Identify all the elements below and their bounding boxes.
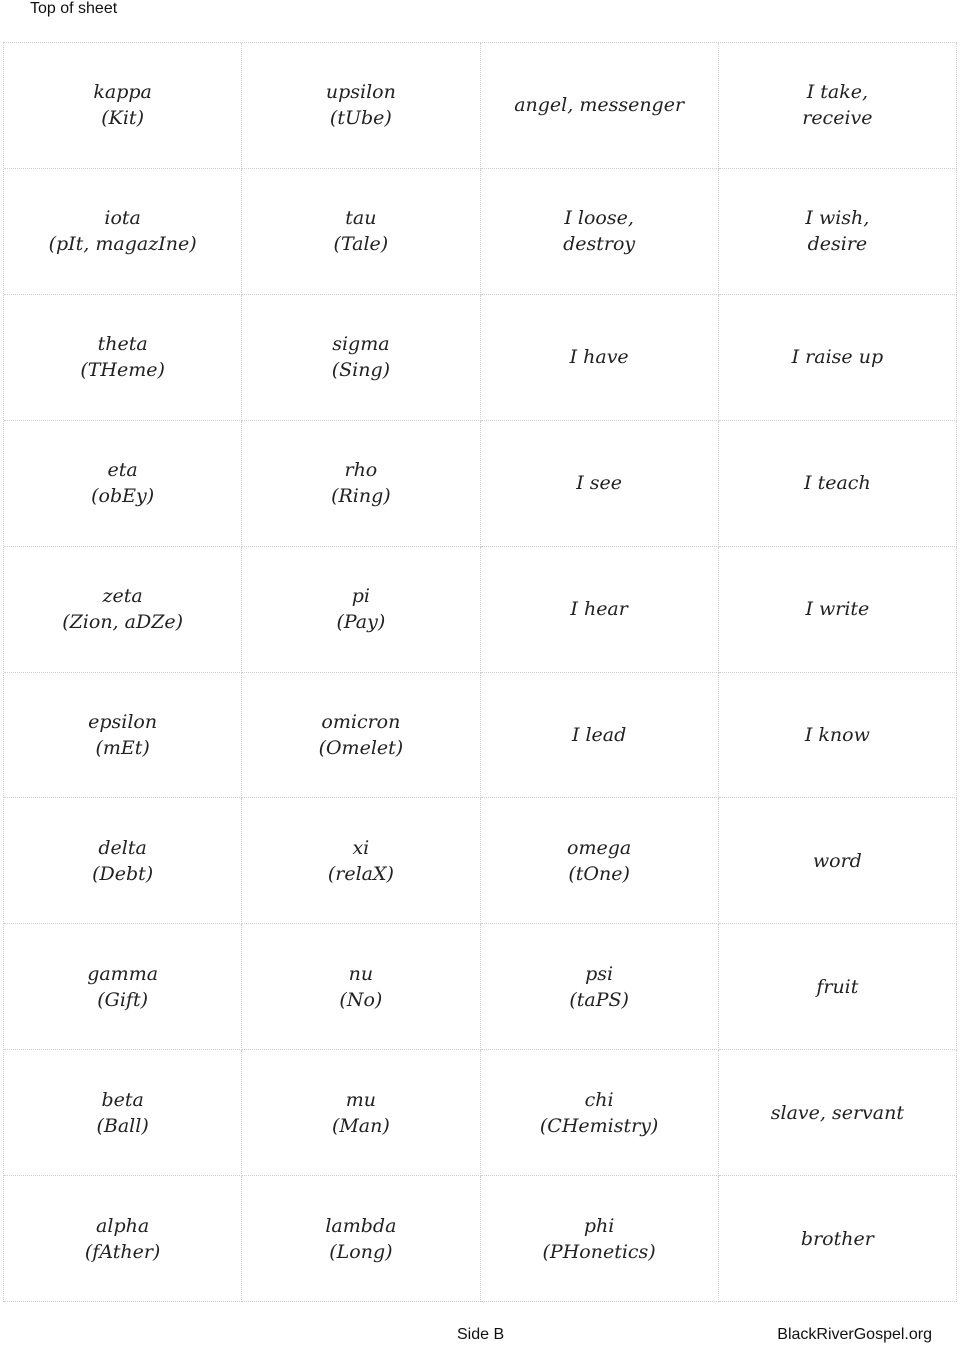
card-pronunciation: (pIt, magazIne) xyxy=(48,233,197,256)
flashcard-cell xyxy=(242,673,480,799)
card-term: pi xyxy=(351,585,370,608)
card-pronunciation: (mEt) xyxy=(95,736,150,759)
card-pronunciation: (CHemistry) xyxy=(539,1114,659,1137)
card-term: epsilon xyxy=(88,710,158,733)
card-pronunciation: (THeme) xyxy=(80,359,165,382)
card-term: slave, servant xyxy=(770,1101,904,1124)
flashcard-cell xyxy=(719,673,957,799)
card-term: zeta xyxy=(102,585,143,608)
flashcard-cell xyxy=(481,1176,719,1302)
card-term: kappa xyxy=(93,81,152,104)
flashcard-cell xyxy=(242,43,480,169)
card-pronunciation: (Long) xyxy=(329,1240,393,1263)
flashcard-cell xyxy=(481,924,719,1050)
card-term: rho xyxy=(344,459,378,482)
card-pronunciation: (relaX) xyxy=(327,862,394,885)
card-term: nu xyxy=(348,962,374,985)
flashcard-cell xyxy=(719,924,957,1050)
card-term: omicron xyxy=(321,710,401,733)
card-term: upsilon xyxy=(325,81,396,104)
flashcard-cell xyxy=(719,295,957,421)
card-pronunciation: (Zion, aDZe) xyxy=(62,611,184,634)
flashcard-cell xyxy=(242,547,480,673)
card-term: I take, xyxy=(806,81,869,104)
flashcard-cell xyxy=(719,1050,957,1176)
card-term: I teach xyxy=(804,472,871,495)
flashcard-cell xyxy=(242,798,480,924)
flashcard-cell xyxy=(4,798,242,924)
flashcard-cell xyxy=(242,1050,480,1176)
flashcard-cell xyxy=(4,1176,242,1302)
flashcard-cell xyxy=(481,1050,719,1176)
card-term: chi xyxy=(584,1088,614,1111)
card-pronunciation: (No) xyxy=(339,988,383,1011)
flashcard-cell xyxy=(242,924,480,1050)
card-term: xi xyxy=(352,836,370,859)
card-pronunciation: (taPS) xyxy=(569,988,629,1011)
card-pronunciation: destroy xyxy=(563,233,636,256)
flashcard-cell xyxy=(4,169,242,295)
flashcard-cell xyxy=(4,924,242,1050)
flashcard-cell xyxy=(4,673,242,799)
flashcard-cell xyxy=(242,169,480,295)
flashcard-cell xyxy=(719,421,957,547)
card-term: I wish, xyxy=(805,207,870,230)
card-term: beta xyxy=(101,1088,144,1111)
card-pronunciation: (Man) xyxy=(331,1114,390,1137)
card-term: word xyxy=(812,849,862,872)
flashcard-cell xyxy=(481,798,719,924)
card-pronunciation: (Sing) xyxy=(331,359,391,382)
card-term: alpha xyxy=(96,1214,150,1237)
flashcard-grid xyxy=(3,42,957,1302)
sheet-top-label: Top of sheet xyxy=(30,0,118,17)
flashcard-cell xyxy=(481,295,719,421)
card-term: I lead xyxy=(571,723,627,746)
card-term: I raise up xyxy=(791,346,884,369)
card-pronunciation: (tOne) xyxy=(568,862,630,885)
card-term: brother xyxy=(800,1227,874,1250)
card-term: I hear xyxy=(570,598,628,621)
flashcard-cell xyxy=(719,547,957,673)
card-pronunciation: (fAther) xyxy=(84,1240,161,1263)
card-term: sigma xyxy=(332,333,390,356)
flashcard-cell xyxy=(481,43,719,169)
flashcard-cell xyxy=(719,798,957,924)
card-pronunciation: (Omelet) xyxy=(318,736,404,759)
card-term: theta xyxy=(97,333,148,356)
card-term: psi xyxy=(585,962,614,985)
flashcard-cell xyxy=(719,169,957,295)
card-term: I know xyxy=(804,723,870,746)
flashcard-cell xyxy=(242,1176,480,1302)
card-pronunciation: (Gift) xyxy=(97,988,148,1011)
card-term: eta xyxy=(107,459,138,482)
card-pronunciation: (Kit) xyxy=(101,107,144,130)
card-term: iota xyxy=(104,207,141,230)
card-pronunciation: (Debt) xyxy=(92,862,154,885)
card-term: I have xyxy=(569,346,629,369)
card-term: I loose, xyxy=(564,207,634,230)
card-pronunciation: (Pay) xyxy=(336,611,386,634)
flashcard-cell xyxy=(242,295,480,421)
flashcard-cell xyxy=(481,421,719,547)
card-pronunciation: (obEy) xyxy=(91,485,155,508)
card-term: mu xyxy=(345,1088,376,1111)
site-label: BlackRiverGospel.org xyxy=(777,1326,932,1343)
flashcard-cell xyxy=(481,673,719,799)
card-term: gamma xyxy=(87,962,159,985)
flashcard-cell xyxy=(4,43,242,169)
flashcard-cell xyxy=(719,1176,957,1302)
card-term: I write xyxy=(805,598,870,621)
card-pronunciation: (tUbe) xyxy=(329,107,392,130)
card-term: lambda xyxy=(325,1214,397,1237)
card-term: tau xyxy=(345,207,377,230)
card-pronunciation: (PHonetics) xyxy=(542,1240,656,1263)
flashcard-cell xyxy=(4,421,242,547)
card-pronunciation: desire xyxy=(807,233,868,256)
flashcard-cell xyxy=(4,295,242,421)
card-pronunciation: (Tale) xyxy=(333,233,389,256)
card-pronunciation: (Ball) xyxy=(96,1114,149,1137)
flashcard-cell xyxy=(481,547,719,673)
card-term: omega xyxy=(567,836,632,859)
flashcard-cell xyxy=(481,169,719,295)
card-term: fruit xyxy=(816,975,859,998)
card-term: delta xyxy=(98,836,147,859)
flashcard-cell xyxy=(4,547,242,673)
side-label: Side B xyxy=(457,1326,505,1343)
flashcard-cell xyxy=(242,421,480,547)
card-pronunciation: receive xyxy=(802,107,873,130)
flashcard-cell xyxy=(719,43,957,169)
card-pronunciation: (Ring) xyxy=(331,485,391,508)
card-term: phi xyxy=(583,1214,615,1237)
flashcard-cell xyxy=(4,1050,242,1176)
card-term: angel, messenger xyxy=(514,94,685,117)
card-term: I see xyxy=(576,472,623,495)
